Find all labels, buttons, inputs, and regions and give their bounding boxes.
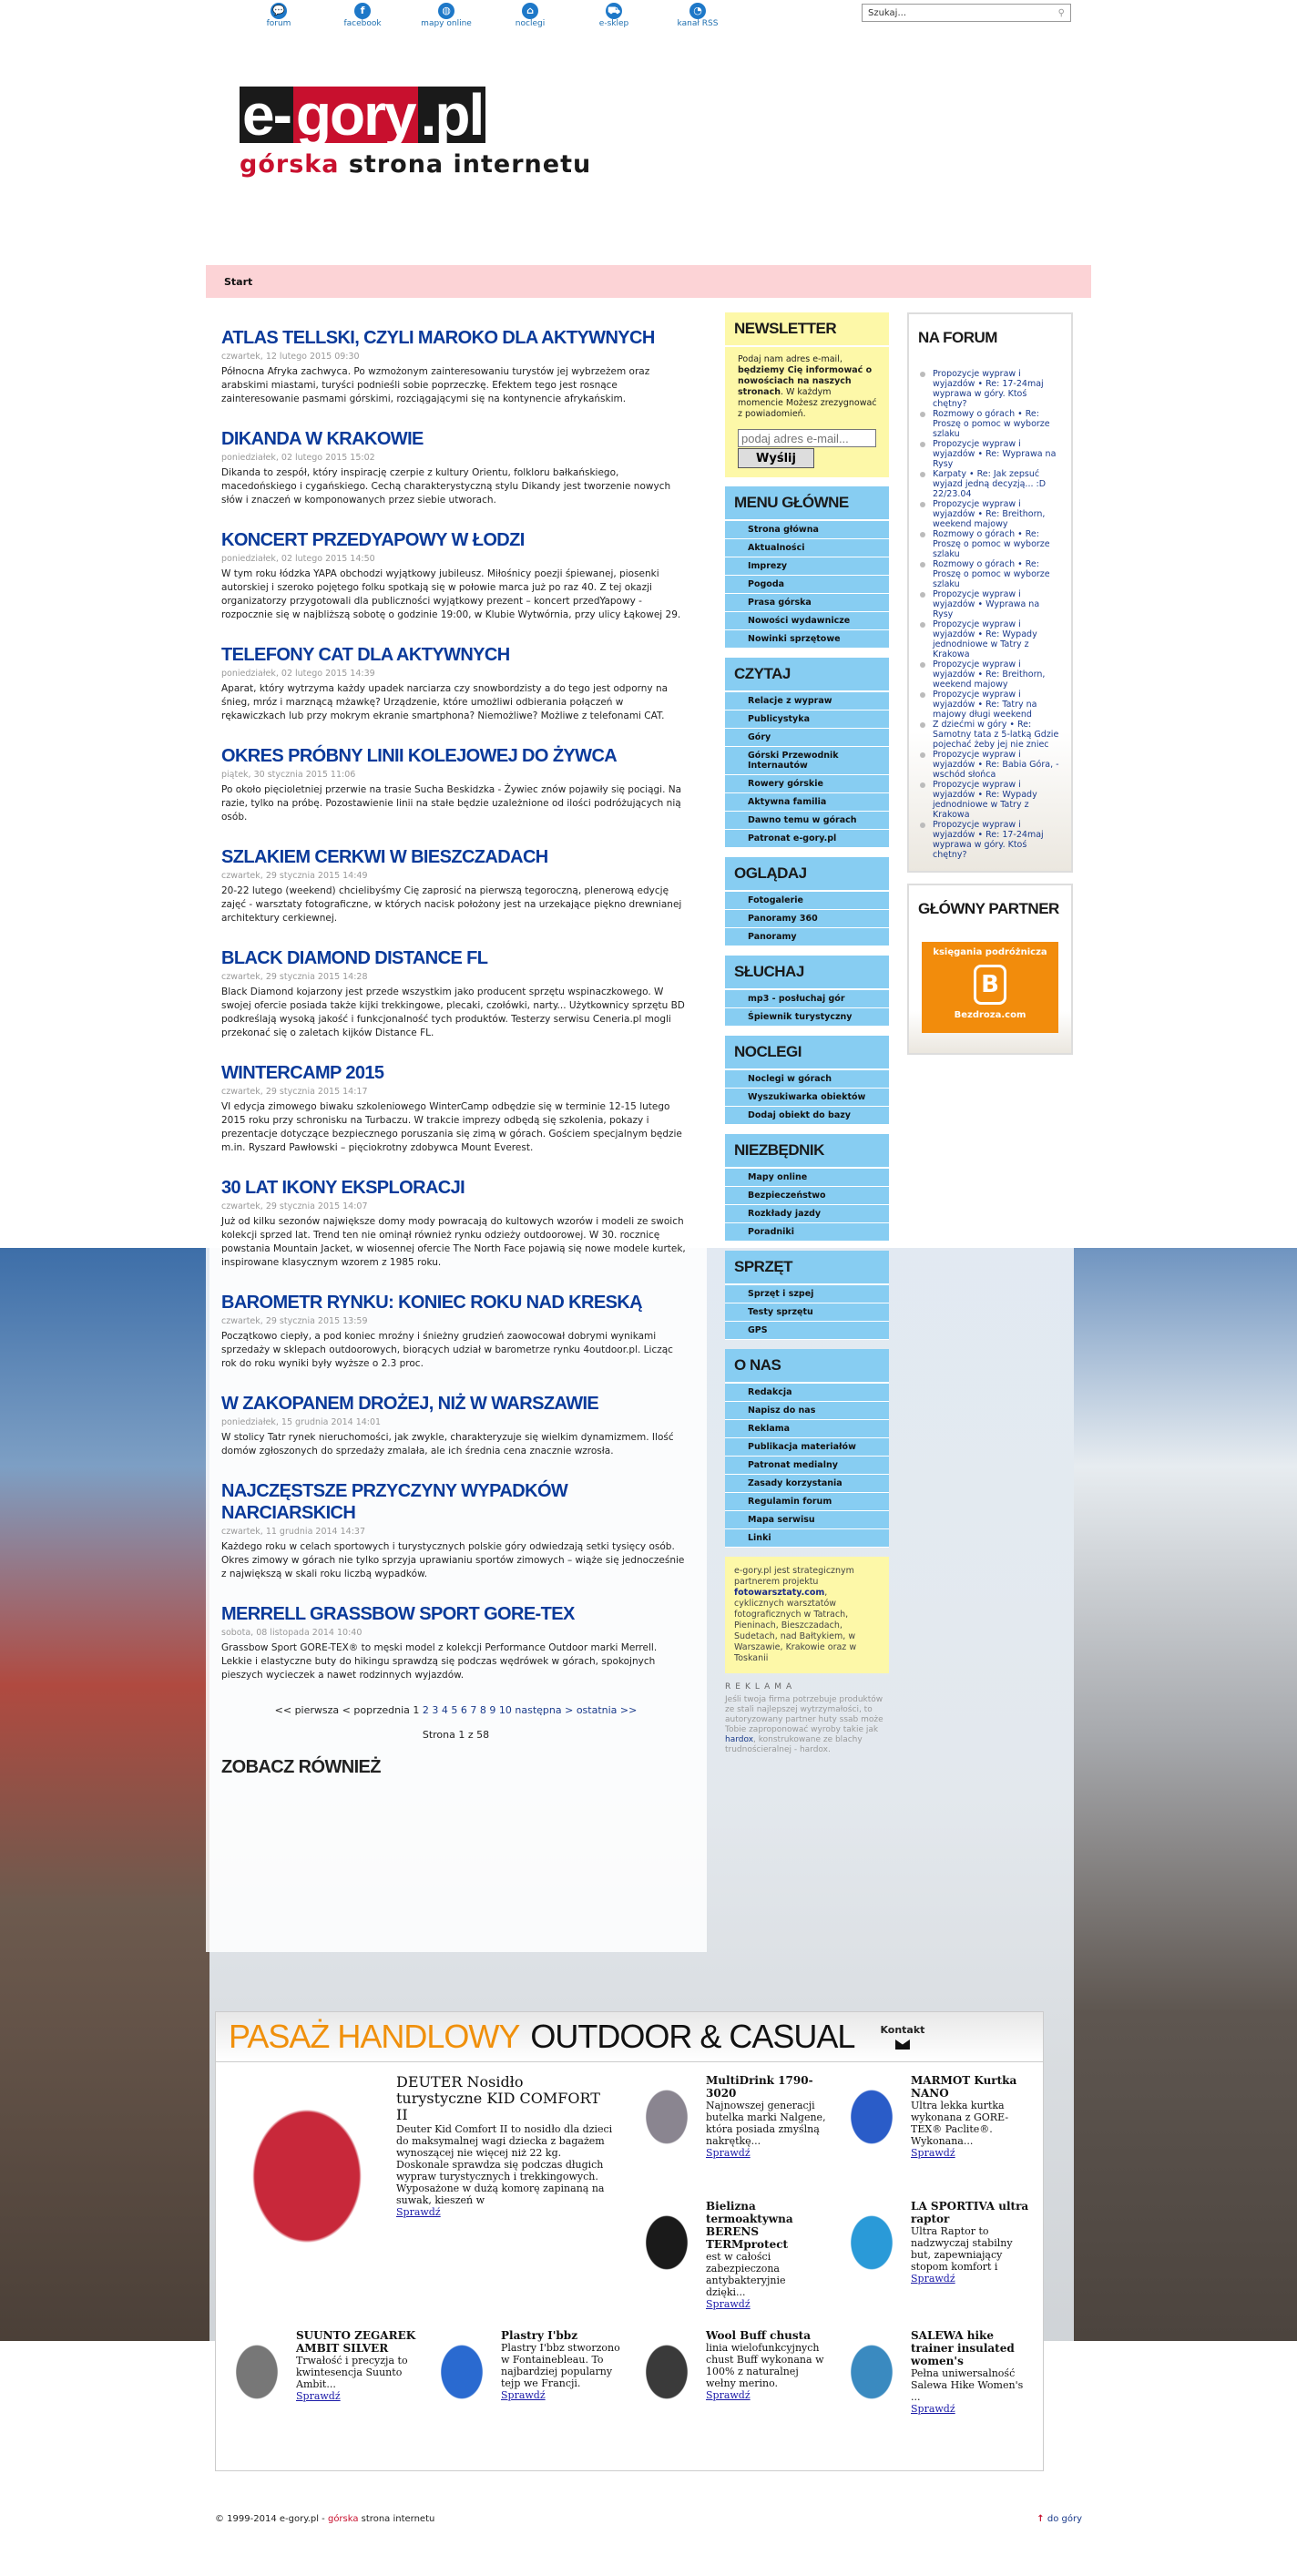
pager-page[interactable]: 9 <box>489 1704 496 1716</box>
product-card <box>836 2324 1036 2465</box>
forum-post-link[interactable]: Rozmowy o górach • Re: Proszę o pomoc w wyborze szlaku <box>918 529 1062 559</box>
search-icon[interactable]: ⚲ <box>1057 7 1065 18</box>
topnav-1[interactable] <box>321 0 404 28</box>
product-name: DEUTER Nosidło turystyczne KID COMFORT II <box>396 2073 600 2123</box>
product-card <box>836 2194 1036 2320</box>
forum-post-link[interactable]: Propozycje wypraw i wyjazdów • Re: Wypady jednodniowe w Tatry z Krakowa <box>918 619 1062 659</box>
product-check-link[interactable]: Sprawdź <box>296 2390 341 2402</box>
home-icon: ⌂ <box>522 3 538 19</box>
menu-title: NIEZBĘDNIK <box>734 1141 824 1159</box>
pager-page[interactable]: 6 <box>460 1704 467 1716</box>
article <box>221 644 690 723</box>
article-summary: Początkowo ciepły, a pod koniec mroźny i śnieżny grudzień zaowocował dobrymi wynikami sprzedaży w sklepach outdoorowych, biorących udział w barometrze rynku 4outdoor.pl. Licząc rok do roku wyniki były wyższe o 2.3 proc. <box>221 1331 673 1369</box>
product-card <box>631 2324 831 2465</box>
topnav-4[interactable] <box>572 0 656 28</box>
product-name: Bielizna termoaktywna BERENS TERMprotect <box>706 2200 793 2251</box>
forum-post-link[interactable]: Propozycje wypraw i wyjazdów • Re: 17-24maj wyprawa w góry. Ktoś chętny? <box>918 369 1062 409</box>
article-date: czwartek, 29 stycznia 2015 14:49 <box>221 871 368 881</box>
product-name: MARMOT Kurtka NANO <box>911 2074 1017 2100</box>
article-title[interactable]: SZLAKIEM CERKWI W BIESZCZADACH <box>221 847 548 867</box>
article-title[interactable]: W ZAKOPANEM DROŻEJ, NIŻ W WARSZAWIE <box>221 1394 599 1414</box>
product-card <box>631 2194 831 2320</box>
menu-item[interactable]: GPS <box>725 1322 889 1340</box>
topnav-label: kanał RSS <box>677 19 719 28</box>
menu-item[interactable]: Mapy online <box>725 1169 889 1187</box>
article-date: czwartek, 29 stycznia 2015 14:07 <box>221 1201 368 1211</box>
pager-prev: < poprzednia <box>342 1704 410 1716</box>
copyright: © 1999-2014 e-gory.pl - górska strona internetu <box>215 2514 435 2524</box>
partner-banner-bottom: Bezdroza.com <box>954 1010 1026 1020</box>
menu-title: OGLĄDAJ <box>734 864 807 882</box>
menu-item[interactable]: Relacje z wypraw <box>725 692 889 710</box>
article-summary: W stolicy Tatr rynek nieruchomości, jak zwykle, charakteryzuje się wielkim dynamizmem. Ilość domów zgłoszonych do sprzedaży zmalała, ale ich średnia cena znacznie wzrosła. <box>221 1432 674 1457</box>
forum-post-link[interactable]: Karpaty • Re: Jak zepsuć wyjazd jedną decyzją... :D 22/23.04 <box>918 469 1062 499</box>
topnav-2[interactable] <box>404 0 488 28</box>
breadcrumb-start[interactable]: Start <box>224 276 253 288</box>
article <box>221 1062 690 1155</box>
shop-header <box>216 2012 1043 2062</box>
footer <box>215 2514 1082 2524</box>
article-summary: Black Diamond kojarzony jest przede wszystkim jako producent sprzętu wspinaczkowego. W swojej ofercie posiada także kijki trekkingowe, plecaki, czołówki, narty... Użytkownicy sprzętu BD podkreślają wysoką jakość i funkcjonalność tych produktów. Testerzy serwisu Ceneria.pl mogli przekonać się o zaletach kijków Distance FL. <box>221 986 685 1038</box>
ad-title: REKLAMA <box>725 1682 797 1692</box>
article <box>221 1292 690 1371</box>
forum-post-link[interactable]: Propozycje wypraw i wyjazdów • Re: Breithorn, weekend majowy <box>918 499 1062 529</box>
article <box>221 947 690 1040</box>
topnav-label: e-sklep <box>598 19 629 28</box>
menu-item[interactable]: Sprzęt i szpej <box>725 1285 889 1303</box>
menu-title: NOCLEGI <box>734 1043 802 1060</box>
product-name: LA SPORTIVA ultra raptor <box>911 2200 1029 2225</box>
article-date: czwartek, 12 lutego 2015 09:30 <box>221 352 360 362</box>
newsletter-email-input[interactable] <box>738 429 876 447</box>
forum-icon: 💬 <box>271 3 287 19</box>
topnav-label: forum <box>266 19 291 28</box>
search-placeholder: Szukaj... <box>868 7 906 18</box>
ad-box: REKLAMA Jeśli twoja firma potrzebuje produktów ze stali najlepszej wytrzymałości, to autoryzowany partner huty ssab może Tobie zaproponować wyroby takie jak hardox, konstrukowane ze blachy trudnościeralnej - hardox. <box>725 1673 889 1764</box>
menu-item[interactable]: Zasady korzystania <box>725 1475 889 1493</box>
article-date: sobota, 08 listopada 2014 10:40 <box>221 1628 363 1638</box>
product-image[interactable] <box>635 2076 699 2158</box>
topnav-5[interactable] <box>656 0 740 28</box>
article-date: poniedziałek, 15 grudnia 2014 14:01 <box>221 1417 382 1427</box>
menu-item[interactable]: Śpiewnik turystyczny <box>725 1008 889 1027</box>
menu-title: O NAS <box>734 1356 781 1374</box>
article <box>221 428 690 507</box>
article-summary: VI edycja zimowego biwaku szkoleniowego WinterCamp odbędzie się w terminie 12-15 lutego 2015 roku przy schronisku na Turbaczu. W trakcie imprezy odbędą się szkolenia, pokazy i prezentacje dotyczące bezpiecznego poruszania się zimą w górach. Gościem specjalnym będzie m.in. Ryszard Pawłowski – pięciokrotny zdobywca Mount Everest. <box>221 1101 682 1153</box>
menu-item[interactable]: Imprezy <box>725 557 889 576</box>
menu-item[interactable]: Strona główna <box>725 521 889 539</box>
menu-item[interactable]: Napisz do nas <box>725 1402 889 1420</box>
topnav-3[interactable] <box>488 0 572 28</box>
pager-last[interactable]: ostatnia >> <box>576 1704 638 1716</box>
menu-item[interactable]: Nowości wydawnicze <box>725 612 889 630</box>
article-summary: W tym roku łódzka YAPA obchodzi wyjątkowy jubileusz. Miłośnicy poezji śpiewanej, piosenki autorskiej i szeroko pojętego folku spotkają się w połowie marca już po raz 40. Z tej okazji organizatorzy przygotowali dla publiczności wyjątkowy prezent – koncert przedYapowy - rozpocznie się w najbliższą sobotę o godzinie 19:00, w Klubie Wytwórnia, przy ulicy Łąkowej 29. <box>221 568 681 620</box>
article <box>221 846 690 925</box>
pager-page[interactable]: 2 <box>422 1704 429 1716</box>
menu-box <box>725 956 889 1027</box>
page-count: Strona 1 z 58 <box>422 1729 490 1741</box>
pager-current: 1 <box>413 1704 420 1716</box>
topnav-label: facebook <box>343 19 382 28</box>
article <box>221 1177 690 1270</box>
arrow-up-icon: ↑ <box>1037 2514 1045 2524</box>
forum-post-link[interactable]: Propozycje wypraw i wyjazdów • Wyprawa na Rysy <box>918 589 1062 619</box>
product-description: Plastry I'bbz stworzono w Fontainebleau. To najbardziej popularny tejp we Francji. <box>501 2342 620 2389</box>
article-title[interactable]: ATLAS TELLSKI, CZYLI MAROKO DLA AKTYWNYCH <box>221 328 655 348</box>
forum-post-link[interactable]: Propozycje wypraw i wyjazdów • Re: 17-24maj wyprawa w góry. Ktoś chętny? <box>918 820 1062 860</box>
product-check-link[interactable]: Sprawdź <box>911 2147 955 2159</box>
back-to-top-link[interactable]: ↑ do góry <box>1037 2514 1082 2524</box>
product-check-link[interactable]: Sprawdź <box>706 2147 751 2159</box>
article-title[interactable]: BAROMETR RYNKU: KONIEC ROKU NAD KRESKĄ <box>221 1293 643 1313</box>
product-card <box>221 2069 617 2315</box>
menu-box <box>725 1251 889 1340</box>
article-summary: Północna Afryka zachwyca. Po wzmożonym zainteresowaniu turystów jej wybrzeżem oraz arabskimi miastami, turyści podnieśli sobie poprzeczkę. Efektem tego jest rosnące zainteresowanie pasmami górskimi, rozciągającymi się na kontynencie afrykańskim. <box>221 366 650 404</box>
partner-box <box>907 884 1073 1055</box>
menu-item[interactable]: Publikacja materiałów <box>725 1438 889 1457</box>
bezdroza-banner[interactable] <box>922 942 1058 1033</box>
menu-item[interactable]: Rowery górskie <box>725 775 889 793</box>
forum-post-link[interactable]: Rozmowy o górach • Re: Proszę o pomoc w wyborze szlaku <box>918 559 1062 589</box>
forum-box <box>907 312 1073 873</box>
product-image[interactable] <box>225 2076 389 2276</box>
product-name: Wool Buff chusta <box>706 2329 811 2342</box>
cart-icon: ⛟ <box>606 3 622 19</box>
menu-box <box>725 1036 889 1125</box>
menu-item[interactable]: Mapa serwisu <box>725 1511 889 1529</box>
partner-title: GŁÓWNY PARTNER <box>918 900 1059 917</box>
article-date: czwartek, 29 stycznia 2015 13:59 <box>221 1316 368 1326</box>
product-image[interactable] <box>840 2331 904 2413</box>
article-title[interactable]: WINTERCAMP 2015 <box>221 1063 384 1083</box>
menu-item[interactable]: Dodaj obiekt do bazy <box>725 1107 889 1125</box>
pager-first: << pierwsza <box>274 1704 340 1716</box>
menu-item[interactable]: Patronat e-gory.pl <box>725 830 889 848</box>
product-check-link[interactable]: Sprawdź <box>501 2389 546 2401</box>
pager-page[interactable]: 5 <box>451 1704 458 1716</box>
menu-item[interactable]: Pogoda <box>725 576 889 594</box>
product-card <box>426 2324 626 2465</box>
menu-item[interactable]: Patronat medialny <box>725 1457 889 1475</box>
menu-box <box>725 658 889 848</box>
product-description: Pełna uniwersalność Salewa Hike Women's ... <box>911 2367 1024 2403</box>
forum-post-link[interactable]: Z dziećmi w góry • Re: Samotny tata z 5-latką Gdzie pojechać żeby jej nie zniec <box>918 720 1062 750</box>
topnav-0[interactable] <box>237 0 321 28</box>
pager-page[interactable]: 10 <box>498 1704 512 1716</box>
article-title[interactable]: MERRELL GRASSBOW SPORT GORE-TEX <box>221 1604 575 1624</box>
bezdroza-logo-icon: B <box>974 965 1006 1005</box>
product-name: SALEWA hike trainer insulated women's <box>911 2329 1015 2367</box>
pager-page[interactable]: 7 <box>470 1704 477 1716</box>
forum-post-link[interactable]: Propozycje wypraw i wyjazdów • Re: Wyprawa na Rysy <box>918 439 1062 469</box>
rss-icon: ◔ <box>689 3 706 19</box>
article <box>221 1393 690 1458</box>
fotowarsztaty-link[interactable]: fotowarsztaty.com <box>734 1588 825 1598</box>
article-title[interactable]: TELEFONY CAT DLA AKTYWNYCH <box>221 645 510 665</box>
menu-item[interactable]: Prasa górska <box>725 594 889 612</box>
menu-box <box>725 486 889 649</box>
breadcrumb <box>206 265 1091 298</box>
forum-title: NA FORUM <box>918 329 997 346</box>
product-check-link[interactable]: Sprawdź <box>911 2273 955 2285</box>
article-summary: Każdego roku w celach sportowych i turystycznych polskie góry odwiedzają setki tysięcy osób. Okres zimowy w górach nie tylko sprzyja uprawianiu sportów zimowych – wiąże się jednocześnie z największą w skali roku liczbą wypadków. <box>221 1541 685 1579</box>
topnav-label: noclegi <box>515 19 546 28</box>
newsletter-box <box>725 312 889 477</box>
forum-post-link[interactable]: Propozycje wypraw i wyjazdów • Re: Wypady jednodniowe w Tatry z Krakowa <box>918 780 1062 820</box>
product-image[interactable] <box>840 2202 904 2284</box>
menu-item[interactable]: Dawno temu w górach <box>725 812 889 830</box>
article-title[interactable]: KONCERT PRZEDYAPOWY W ŁODZI <box>221 530 525 550</box>
article-summary: Grassbow Sport GORE-TEX® to męski model z kolekcji Performance Outdoor marki Merrell. Lekkie i elastyczne buty do hikingu sprawdzą się podczas wędrówek w górach, spokojnych pieszych wycieczek a nawet rodzinnych wyjazdów. <box>221 1642 658 1681</box>
product-card <box>631 2069 831 2194</box>
menu-item[interactable]: Reklama <box>725 1420 889 1438</box>
product-check-link[interactable]: Sprawdź <box>706 2298 751 2310</box>
shop-title-orange: PASAŻ HANDLOWY <box>229 2018 520 2055</box>
article-summary: Aparat, który wytrzyma każdy upadek narciarza czy snowbordzisty a do tego jest odporny na śnieg, mróz i marznącą mżawkę? Urządzenie, które umożliwi odbierania połączeń w rękawiczkach lub przy mokrym ekranie smartphona? Niemożliwe? Możliwe z telefonami CAT. <box>221 683 669 721</box>
menu-title: SPRZĘT <box>734 1258 793 1275</box>
menu-item[interactable]: Regulamin forum <box>725 1493 889 1511</box>
menu-item[interactable]: Panoramy <box>725 928 889 946</box>
forum-post-link[interactable]: Propozycje wypraw i wyjazdów • Re: Tatry na majowy długi weekend <box>918 690 1062 720</box>
menu-box <box>725 1134 889 1242</box>
product-card <box>836 2069 1036 2194</box>
product-image[interactable] <box>635 2331 699 2413</box>
product-description: Trwałość i precyzja to kwintesencja Suunto Ambit... <box>296 2355 408 2390</box>
middle-sidebar <box>725 312 889 1764</box>
article-title[interactable]: DIKANDA W KRAKOWIE <box>221 429 424 449</box>
menu-item[interactable]: Noclegi w górach <box>725 1070 889 1089</box>
newsletter-title: NEWSLETTER <box>734 320 837 337</box>
shop-panel <box>215 2011 1044 2471</box>
article-date: czwartek, 29 stycznia 2015 14:28 <box>221 972 368 982</box>
see-also-heading: ZOBACZ RÓWNIEŻ <box>221 1757 381 1777</box>
forum-post-link[interactable]: Rozmowy o górach • Re: Proszę o pomoc w wyborze szlaku <box>918 409 1062 439</box>
menu-title: SŁUCHAJ <box>734 963 804 980</box>
product-check-link[interactable]: Sprawdź <box>706 2389 751 2401</box>
menu-item[interactable]: Góry <box>725 729 889 747</box>
forum-post-link[interactable]: Propozycje wypraw i wyjazdów • Re: Babia Góra, - wschód słońca <box>918 750 1062 780</box>
menu-item[interactable]: Aktualności <box>725 539 889 557</box>
envelope-icon <box>895 2039 910 2050</box>
pagination <box>221 1704 690 1716</box>
forum-post-link[interactable]: Propozycje wypraw i wyjazdów • Re: Breithorn, weekend majowy <box>918 659 1062 690</box>
product-check-link[interactable]: Sprawdź <box>911 2403 955 2415</box>
menu-item[interactable]: Poradniki <box>725 1223 889 1242</box>
topnav-label: mapy online <box>421 19 472 28</box>
shop-contact-button[interactable]: Kontakt <box>880 2024 924 2050</box>
product-image[interactable] <box>430 2331 494 2413</box>
product-image[interactable] <box>635 2202 699 2284</box>
product-name: Plastry I'bbz <box>501 2329 578 2342</box>
menu-item[interactable]: Aktywna familia <box>725 793 889 812</box>
article <box>221 529 690 622</box>
menu-box <box>725 857 889 946</box>
logo-tagline: górska strona internetu <box>240 150 592 179</box>
main-content <box>206 312 707 1952</box>
article-date: czwartek, 11 grudnia 2014 14:37 <box>221 1527 365 1537</box>
product-description: est w całości zabezpieczona antybakteryjnie dzięki... <box>706 2251 786 2298</box>
product-description: Ultra lekka kurtka wykonana z GORE-TEX® Paclite®. Wykonana... <box>911 2100 1009 2147</box>
product-card <box>221 2324 421 2465</box>
menu-item[interactable]: Wyszukiwarka obiektów <box>725 1089 889 1107</box>
pager-page[interactable]: 3 <box>432 1704 439 1716</box>
menu-item[interactable]: Bezpieczeństwo <box>725 1187 889 1205</box>
article-summary: 20-22 lutego (weekend) chcielibyśmy Cię zaprosić na pierwszą tegoroczną, plenerową edycję zajęć - warsztaty fotograficzne, w których nacisk położony jest na urzekające piękno drewnianej architektury cerkiewnej. <box>221 885 682 924</box>
pager-next[interactable]: następna > <box>515 1704 574 1716</box>
product-description: Najnowszej generacji butelka marki Nalgene, która posiada zmyślną nakrętkę... <box>706 2100 826 2147</box>
article-summary: Dikanda to zespół, który inspirację czerpie z kultury Orientu, folkloru bałkańskiego, macedońskiego i cygańskiego. Cechą charakterystyczną stylu Dikandy jest tworzenie nowych słów i znaczeń w komponowanych przez siebie utworach. <box>221 467 671 506</box>
article <box>221 745 690 824</box>
product-name: SUUNTO ZEGAREK AMBIT SILVER <box>296 2329 416 2355</box>
product-description: Deuter Kid Comfort II to nosidło dla dzieci do maksymalnej wagi dziecka z bagażem wynoszącej nie więcej niż 22 kg. Doskonale sprawdza się podczas długich wypraw turystycznych i trekkingowych. Wyposażone w dużą komorę zapinaną na suwak, kieszeń w <box>396 2123 613 2206</box>
search-input[interactable] <box>862 4 1071 22</box>
partner-banner-top: księgania podróżnicza <box>933 947 1047 957</box>
menu-item[interactable]: mp3 - posłuchaj gór <box>725 990 889 1008</box>
right-sidebar <box>907 312 1073 1066</box>
product-image[interactable] <box>840 2076 904 2158</box>
article-title[interactable]: OKRES PRÓBNY LINII KOLEJOWEJ DO ŻYWCA <box>221 746 618 766</box>
article-date: poniedziałek, 02 lutego 2015 14:39 <box>221 669 375 679</box>
article-date: poniedziałek, 02 lutego 2015 14:50 <box>221 554 375 564</box>
product-description: linia wielofunkcyjnych chust Buff wykonana w 100% z naturalnej wełny merino. <box>706 2342 824 2389</box>
facebook-icon: f <box>354 3 371 19</box>
pager-page[interactable]: 8 <box>479 1704 486 1716</box>
article <box>221 1480 690 1581</box>
globe-icon: ◍ <box>438 3 454 19</box>
menu-item[interactable]: Publicystyka <box>725 710 889 729</box>
menu-item[interactable]: Testy sprzętu <box>725 1303 889 1322</box>
article-title[interactable]: NAJCZĘSTSZE PRZYCZYNY WYPADKÓW NARCIARSKICH <box>221 1481 568 1523</box>
pager-page[interactable]: 4 <box>441 1704 448 1716</box>
product-name: MultiDrink 1790-3020 <box>706 2074 813 2100</box>
article-summary: Po około pięcioletniej przerwie na trasie Sucha Beskidzka - Żywiec znów pojawiły się pociągi. Na razie, tylko na próbę. Pozostawienie linii na stałe będzie uzależnione od ilości podróżujących nią osób. <box>221 784 682 823</box>
menu-item[interactable]: Nowinki sprzętowe <box>725 630 889 649</box>
top-icon-nav <box>237 0 740 28</box>
hardox-link[interactable]: hardox <box>725 1735 754 1744</box>
product-image[interactable] <box>225 2331 289 2413</box>
menu-item[interactable]: Fotogalerie <box>725 892 889 910</box>
article-date: poniedziałek, 02 lutego 2015 15:02 <box>221 453 375 463</box>
newsletter-submit-button[interactable]: Wyślij <box>738 448 814 468</box>
menu-title: CZYTAJ <box>734 665 791 682</box>
article-summary: Już od kilku sezonów największe domy mody powracają do kultowych wzorów i modeli ze swoich kolekcji sprzed lat. Trend ten nie ominął również rynku odzieży outdoorowej. W 30. rocznicę powstania Mountain Jacket, w wiosennej ofercie The North Face pojawią się nowe modele kurtek, inspirowane klasycznym wzorem z 1985 roku. <box>221 1216 686 1268</box>
article-date: piątek, 30 stycznia 2015 11:06 <box>221 770 356 780</box>
newsletter-text: Podaj nam adres e-mail, będziemy Cię informować o nowościach na naszych stronach. W każdym momencie Możesz zrezygnować z powiadomień. <box>738 354 877 419</box>
product-check-link[interactable]: Sprawdź <box>396 2206 441 2218</box>
menu-item[interactable]: Panoramy 360 <box>725 910 889 928</box>
site-logo[interactable] <box>240 82 704 179</box>
article-title[interactable]: BLACK DIAMOND DISTANCE FL <box>221 948 488 968</box>
article <box>221 327 690 406</box>
product-description: Ultra Raptor to nadzwyczaj stabilny but, zapewniający stopom komfort i <box>911 2225 1013 2273</box>
shop-title-black: OUTDOOR & CASUAL <box>530 2018 855 2055</box>
menu-title: MENU GŁÓWNE <box>734 494 849 511</box>
article-title[interactable]: 30 LAT IKONY EKSPLORACJI <box>221 1178 465 1198</box>
menu-item[interactable]: Linki <box>725 1529 889 1548</box>
menu-item[interactable]: Redakcja <box>725 1384 889 1402</box>
logo-wordmark: e- gory .pl <box>240 87 704 143</box>
menu-item[interactable]: Rozkłady jazdy <box>725 1205 889 1223</box>
article-date: czwartek, 29 stycznia 2015 14:17 <box>221 1087 368 1097</box>
menu-item[interactable]: Górski Przewodnik Internautów <box>725 747 889 775</box>
article <box>221 1603 690 1682</box>
menu-box <box>725 1349 889 1548</box>
fotowarsztaty-promo: e-gory.pl jest strategicznym partnerem projektu fotowarsztaty.com, cyklicznych warsztatów fotograficznych w Tatrach, Pieninach, Bieszczadach, Sudetach, nad Bałtykiem, w Warszawie, Krakowie oraz w Toskanii <box>725 1557 889 1673</box>
